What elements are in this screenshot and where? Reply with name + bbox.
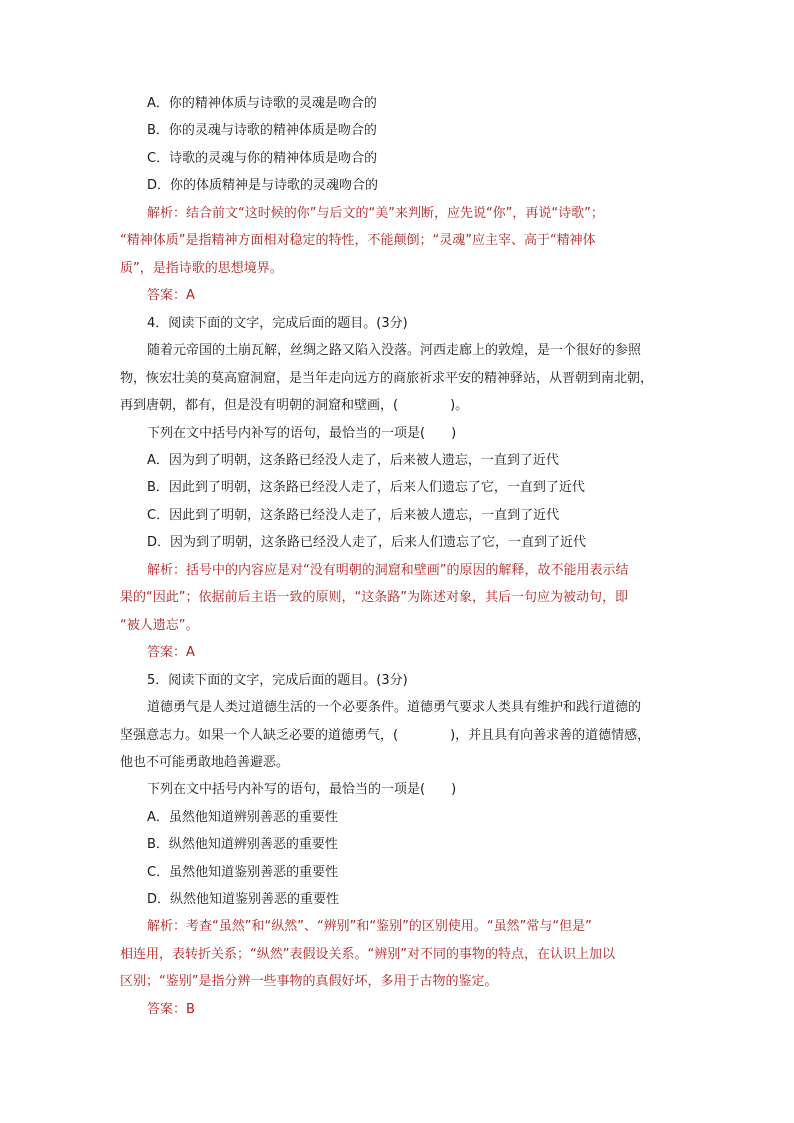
q3-option-b: B．你的灵魂与诗歌的精神体质是吻合的 xyxy=(147,123,377,138)
q3-answer: 答案：A xyxy=(147,288,195,303)
q3-analysis-line-2: “精神体质”是指精神方面相对稳定的特性，不能颠倒；“灵魂”应主宰、高于“精神体 xyxy=(120,233,596,248)
q4-passage-line-3: 再到唐朝，都有，但是没有明朝的洞窟和壁画，( )。 xyxy=(120,398,469,413)
q3-option-d: D．你的体质精神是与诗歌的灵魂吻合的 xyxy=(147,178,379,193)
q4-answer: 答案：A xyxy=(147,645,195,660)
q4-analysis-line-2: 果的“因此”；依据前后主语一致的原则，“这条路”为陈述对象，其后一句应为被动句，即 xyxy=(120,590,628,605)
q5-passage-line-3: 他也不可能勇敢地趋善避恶。 xyxy=(120,755,290,770)
q3-analysis-line-1: 解析：结合前文“这时候的你”与后文的“美”来判断，应先说“你”，再说“诗歌”； xyxy=(147,206,604,221)
q4-option-d: D．因为到了明朝，这条路已经没人走了，后来人们遗忘了它，一直到了近代 xyxy=(147,535,587,550)
q5-analysis-line-3: 区别；“鉴别”是指分辨一些事物的真假好坏，多用于古物的鉴定。 xyxy=(120,974,498,989)
q4-analysis-line-1: 解析：括号中的内容应是对“没有明朝的洞窟和壁画”的原因的解释，故不能用表示结 xyxy=(147,563,629,578)
q4-option-c: C．因此到了明朝，这条路已经没人走了，后来被人遗忘，一直到了近代 xyxy=(147,508,560,523)
q3-option-a: A．你的精神体质与诗歌的灵魂是吻合的 xyxy=(147,96,377,111)
q5-analysis-line-2: 相连用，表转折关系；“纵然”表假设关系。“辨别”对不同的事物的特点，在认识上加以 xyxy=(120,947,615,962)
q4-passage-line-1: 随着元帝国的土崩瓦解，丝绸之路又陷入没落。河西走廊上的敦煌，是一个很好的参照 xyxy=(147,343,642,358)
q4-passage-line-2: 物，恢宏壮美的莫高窟洞窟，是当年走向远方的商旅祈求平安的精神驿站，从晋朝到南北朝， xyxy=(120,371,654,386)
q4-option-a: A．因为到了明朝，这条路已经没人走了，后来被人遗忘，一直到了近代 xyxy=(147,453,559,468)
q4-title: 4．阅读下面的文字，完成后面的题目。(3分) xyxy=(147,316,408,331)
q4-option-b: B．因此到了明朝，这条路已经没人走了，后来人们遗忘了它，一直到了近代 xyxy=(147,480,585,495)
q5-question: 下列在文中括号内补写的语句，最恰当的一项是( ) xyxy=(147,782,457,797)
q4-question: 下列在文中括号内补写的语句，最恰当的一项是( ) xyxy=(147,426,457,441)
q4-analysis-line-3: “被人遗忘”。 xyxy=(120,618,199,633)
q5-passage-line-1: 道德勇气是人类过道德生活的一个必要条件。道德勇气要求人类具有维护和践行道德的 xyxy=(147,700,642,715)
q5-option-b: B．纵然他知道辨别善恶的重要性 xyxy=(147,837,338,852)
q5-title: 5．阅读下面的文字，完成后面的题目。(3分) xyxy=(147,673,408,688)
q5-answer: 答案：B xyxy=(147,1002,195,1017)
q5-passage-line-2: 坚强意志力。如果一个人缺乏必要的道德勇气，( )，并且具有向善求善的道德情感， xyxy=(120,728,651,743)
q3-analysis-line-3: 质”，是指诗歌的思想境界。 xyxy=(120,261,283,276)
q3-option-c: C．诗歌的灵魂与你的精神体质是吻合的 xyxy=(147,151,378,166)
q5-option-a: A．虽然他知道辨别善恶的重要性 xyxy=(147,810,338,825)
q5-option-c: C．虽然他知道鉴别善恶的重要性 xyxy=(147,865,339,880)
q5-analysis-line-1: 解析：考查“虽然”和“纵然”、“辨别”和“鉴别”的区别使用。“虽然”常与“但是” xyxy=(147,919,592,934)
q5-option-d: D．纵然他知道鉴别善恶的重要性 xyxy=(147,892,340,907)
